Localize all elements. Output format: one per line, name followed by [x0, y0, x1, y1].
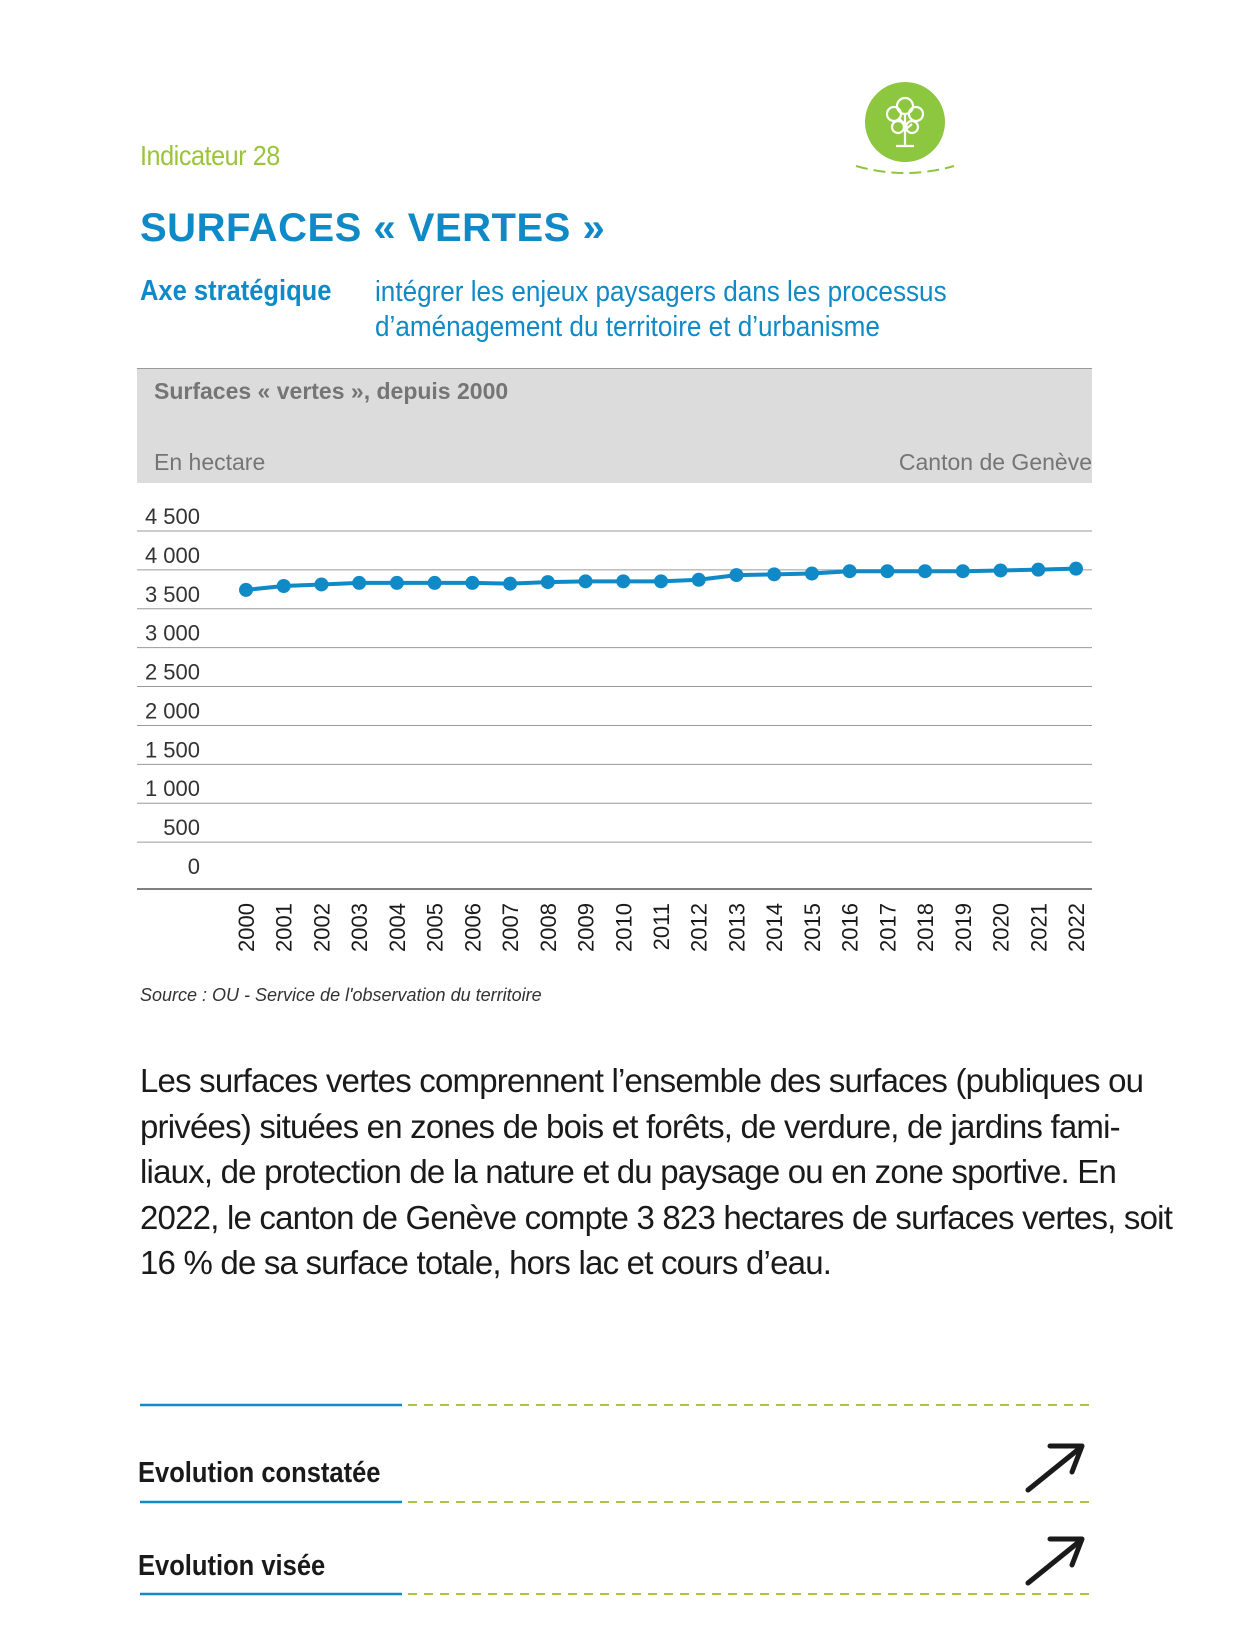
evolution-observed-label: Evolution constatée [138, 1457, 381, 1489]
data-point [767, 567, 781, 581]
x-tick-label: 2000 [234, 903, 259, 952]
data-point [918, 564, 932, 578]
data-point [692, 573, 706, 587]
body-line: 16 % de sa surface totale, hors lac et cours d’eau. [140, 1244, 832, 1281]
data-point [654, 574, 668, 588]
arrow-up-right-icon [1020, 1531, 1090, 1591]
body-line: liaux, de protection de la nature et du paysage ou en zone sportive. En [140, 1153, 1117, 1190]
data-point [277, 579, 291, 593]
x-tick-label: 2005 [422, 903, 448, 952]
y-tick-label: 2 000 [144, 698, 200, 724]
data-point [994, 563, 1008, 577]
axe-line-1: intégrer les enjeux paysagers dans les processus [375, 276, 947, 308]
data-point [314, 577, 328, 591]
x-tick-label: 2019 [950, 903, 976, 952]
x-tick-label: 2003 [347, 903, 373, 952]
data-point [239, 583, 253, 597]
data-point [805, 567, 819, 581]
body-paragraph [140, 1058, 1173, 1286]
x-tick-label: 2004 [384, 903, 410, 952]
y-tick-label: 4 500 [144, 504, 200, 529]
x-tick-label: 2013 [724, 903, 750, 952]
data-point [843, 564, 857, 578]
indicator-number: Indicateur 28 [140, 140, 280, 171]
x-tick-label: 2014 [762, 903, 788, 952]
arrow-up-right-icon [1020, 1438, 1090, 1498]
data-point [616, 574, 630, 588]
x-tick-label: 2022 [1064, 903, 1089, 952]
data-point [428, 576, 442, 590]
data-point [1031, 563, 1045, 577]
x-tick-label: 2007 [498, 903, 524, 952]
y-tick-label: 1 500 [144, 737, 200, 763]
y-tick-label: 500 [163, 815, 200, 841]
x-tick-label: 2017 [875, 903, 901, 952]
body-line: privées) situées en zones de bois et forêts, de verdure, de jardins fami- [140, 1107, 1120, 1145]
chart-unit: En hectare [154, 449, 266, 475]
data-point [352, 576, 366, 590]
chart-title: Surfaces « vertes », depuis 2000 [154, 378, 509, 404]
x-tick-label: 2012 [686, 903, 712, 952]
data-point [956, 564, 970, 578]
x-tick-label: 2020 [988, 903, 1014, 952]
chart-region: Canton de Genève [898, 449, 1092, 475]
data-point [390, 576, 404, 590]
y-tick-label: 4 000 [144, 542, 200, 568]
y-tick-label: 0 [187, 854, 200, 879]
page-title: SURFACES « VERTES » [140, 206, 606, 250]
y-tick-label: 1 000 [144, 776, 200, 802]
axe-line-2: d’aménagement du territoire et d’urbanisme [375, 311, 880, 343]
body-line: Les surfaces vertes comprennent l’ensemble des surfaces (publiques ou [140, 1062, 1144, 1099]
x-tick-label: 2002 [309, 903, 335, 952]
data-point [579, 574, 593, 588]
data-point [503, 577, 517, 591]
x-tick-label: 2006 [460, 903, 486, 952]
y-tick-label: 2 500 [144, 659, 200, 685]
axe-label: Axe stratégique [140, 275, 332, 307]
chart-source: Source : OU - Service de l'observation du territoire [140, 985, 542, 1005]
data-point [541, 575, 555, 589]
x-tick-label: 2016 [837, 903, 863, 952]
x-tick-label: 2009 [573, 903, 599, 952]
data-point [465, 576, 479, 590]
y-tick-label: 3 000 [144, 620, 200, 646]
data-point [880, 564, 894, 578]
y-tick-label: 3 500 [144, 581, 200, 607]
data-point [1069, 562, 1083, 576]
data-point [729, 568, 743, 582]
x-tick-label: 2008 [535, 903, 561, 952]
x-tick-label: 2011 [649, 903, 674, 951]
x-tick-label: 2001 [271, 903, 297, 952]
x-tick-label: 2021 [1026, 903, 1052, 952]
x-tick-label: 2018 [913, 903, 939, 952]
x-tick-label: 2010 [611, 903, 637, 952]
x-tick-label: 2015 [799, 903, 825, 952]
body-line: 2022, le canton de Genève compte 3 823 hectares de surfaces vertes, soit [140, 1198, 1173, 1236]
evolution-target-label: Evolution visée [138, 1550, 326, 1582]
